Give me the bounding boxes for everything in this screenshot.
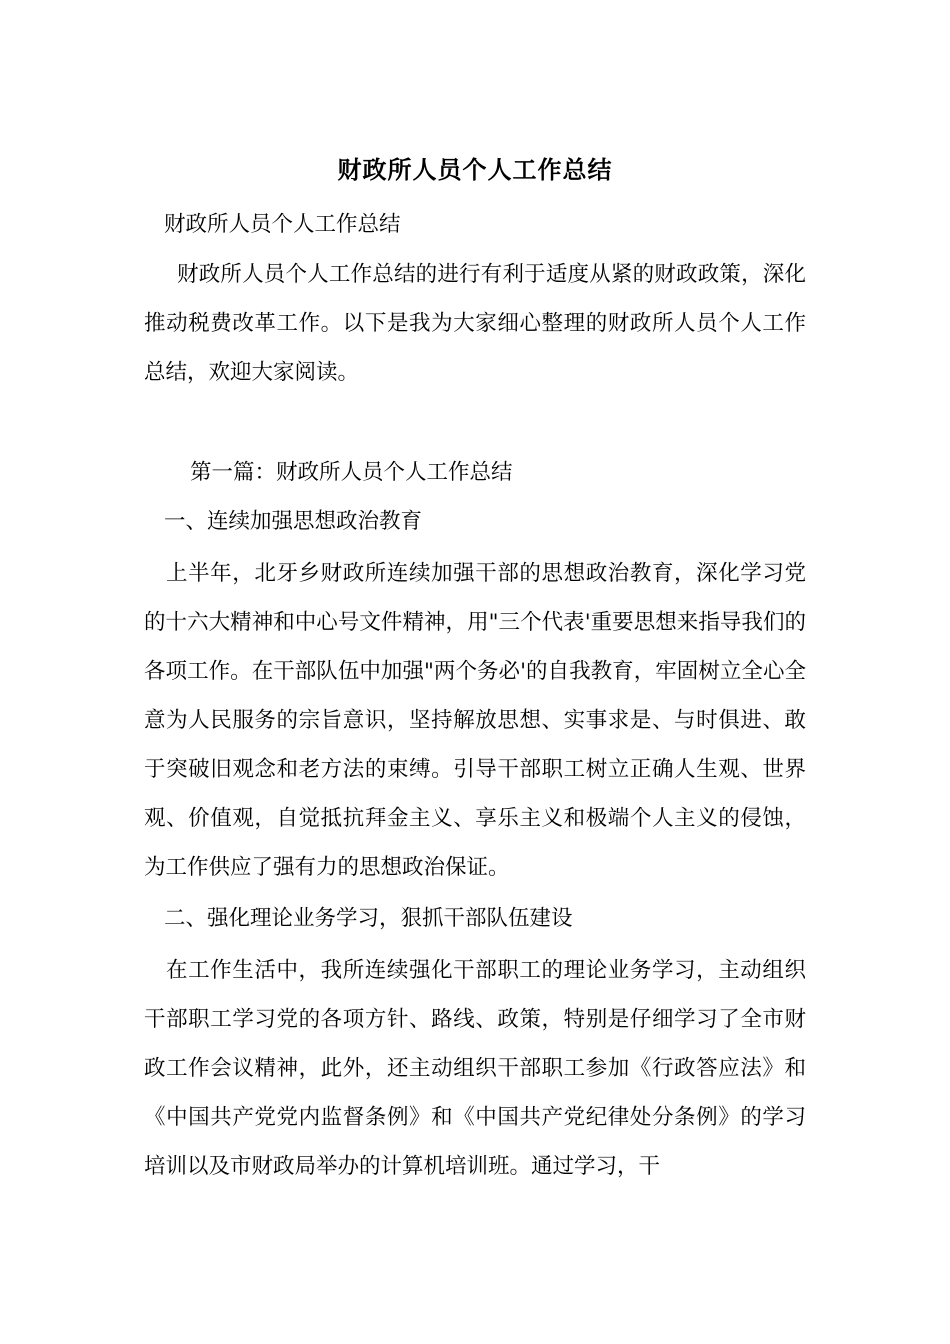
chapter-heading: 第一篇：财政所人员个人工作总结 xyxy=(190,460,513,485)
intro-paragraph: 财政所人员个人工作总结的进行有利于适度从紧的财政政策，深化推动税费改革工作。以下是我为大家细心整理的财政所人员个人工作总结，欢迎大家阅读。 xyxy=(144,262,806,385)
section2-heading: 二、强化理论业务学习，狠抓干部队伍建设 xyxy=(164,906,573,931)
document-title: 财政所人员个人工作总结 xyxy=(337,155,613,184)
document-subtitle: 财政所人员个人工作总结 xyxy=(164,212,401,237)
section1-paragraph: 上半年，北牙乡财政所连续加强干部的思想政治教育，深化学习党的十六大精神和中心号文件精神，用"三个代表'重要思想来指导我们的各项工作。在干部队伍中加强"两个务必'的自我教育，牢固树立全心全意为人民服务的宗旨意识，坚持解放思想、实事求是、与时俱进、敢于突破旧观念和老方法的束缚。引导干部职工树立正确人生观、世界观、价值观，自觉抵抗拜金主义、享乐主义和极端个人主义的侵蚀，为工作供应了强有力的思想政治保证。 xyxy=(144,561,806,880)
section1-heading: 一、连续加强思想政治教育 xyxy=(164,509,423,534)
section2-paragraph: 在工作生活中，我所连续强化干部职工的理论业务学习，主动组织干部职工学习党的各项方针、路线、政策，特别是仔细学习了全市财政工作会议精神，此外，还主动组织干部职工参加《行政答应法》和《中国共产党党内监督条例》和《中国共产党纪律处分条例》的学习培训以及市财政局举办的计算机培训班。通过学习，干 xyxy=(144,958,806,1179)
